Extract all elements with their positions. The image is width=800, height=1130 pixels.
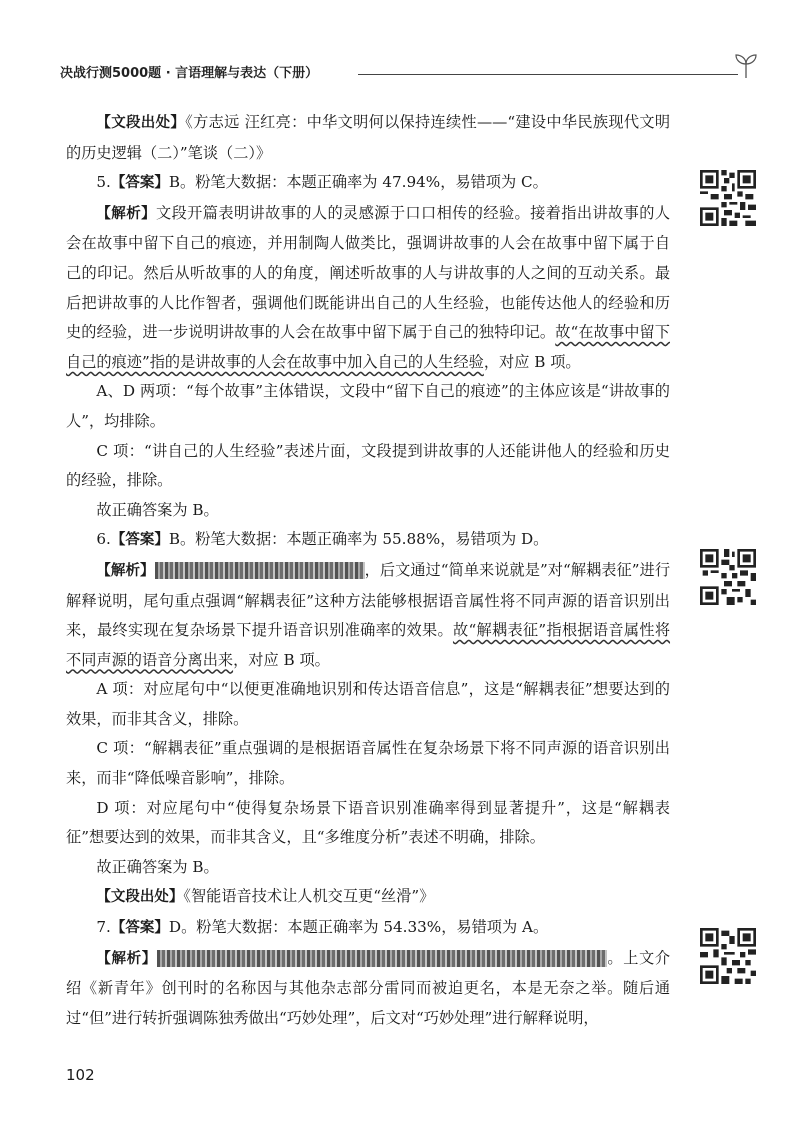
q5-option-c: C 项：“讲自己的人生经验”表述片面，文段提到讲故事的人还能讲他人的经验和历史的经验，排除。 xyxy=(66,441,670,490)
q5-answer: 5.【答案】B。粉笔大数据：本题正确率为 47.94%，易错项为 C。 xyxy=(96,173,548,192)
q6-option-a: A 项：对应尾句中“以便更准确地识别和传达语音信息”，这是“解耦表征”想要达到的效果，而非其含义，排除。 xyxy=(66,680,670,728)
q7-analysis: 【解析】 。上文介绍《新青年》创刊时的名称因与其他杂志部分雷同而被迫更名，本是无奈之举。随后通过“但”进行转折强调陈独秀做出“巧妙处理”，后文对“巧妙处理”进行解释说明， xyxy=(66,948,671,1027)
source-paragraph: 【文段出处】《方志远 汪红亮：中华文明何以保持连续性——“建设中华民族现代文明的历史逻辑（二）”笔谈（二）》 xyxy=(66,113,671,162)
key-sentence: 故“在故事中留下自己的痕迹”指的是讲故事的人会在故事中加入自己的人生经验 xyxy=(66,323,670,371)
q6-answer: 6.【答案】B。粉笔大数据：本题正确率为 55.88%，易错项为 D。 xyxy=(96,530,549,549)
q5-option-ad: A、D 两项：“每个故事”主体错误，文段中“留下自己的痕迹”的主体应该是“讲故事的人”，均排除。 xyxy=(66,382,670,430)
running-header: 决战行测5000题 · 言语理解与表达（下册） xyxy=(60,66,319,81)
q5-final: 故正确答案为 B。 xyxy=(96,500,219,519)
q6-final: 故正确答案为 B。 xyxy=(96,857,219,876)
q6-option-c: C 项：“解耦表征”重点强调的是根据语音属性在复杂场景下将不同声源的语音识别出来，而非“降低噪音影响”，排除。 xyxy=(66,739,670,788)
header-rule xyxy=(358,74,738,75)
q6-analysis: 【解析】 ，后文通过“简单来说就是”对“解耦表征”进行解释说明，尾句重点强调“解耦表征”这种方法能够根据语音属性将不同声源的语音识别出来，最终实现在复杂场景下提升语音识别准确率的效果。故“解耦表征”指根据语音属性将不同声源的语音分离出来，对应 B 项。 xyxy=(66,560,671,669)
source-tag: 【文段出处】 xyxy=(96,115,186,131)
sprout-icon xyxy=(732,52,760,80)
redacted-text xyxy=(155,562,365,579)
q7-answer: 7.【答案】D。粉笔大数据：本题正确率为 54.33%，易错项为 A。 xyxy=(96,918,549,937)
content xyxy=(66,108,670,1033)
qr-code-icon[interactable] xyxy=(700,928,756,984)
redacted-text xyxy=(157,950,607,967)
qr-code-icon[interactable] xyxy=(700,549,756,605)
qr-code-icon[interactable] xyxy=(700,170,756,226)
q6-option-d: D 项：对应尾句中“使得复杂场景下语音识别准确率得到显著提升”，这是“解耦表征”想要达到的效果，而非其含义，且“多维度分析”表述不明确，排除。 xyxy=(66,798,670,847)
key-sentence: 故“解耦表征”指根据语音属性将不同声源的语音分离出来 xyxy=(66,621,671,669)
page-number: 102 xyxy=(66,1066,95,1084)
q6-source: 【文段出处】《智能语音技术让人机交互更“丝滑”》 xyxy=(96,887,435,906)
q5-analysis: 【解析】文段开篇表明讲故事的人的灵感源于口口相传的经验。接着指出讲故事的人会在故事中留下自己的痕迹，并用制陶人做类比，强调讲故事的人会在故事中留下属于自己的印记。然后从听故事的人的角度，阐述听故事的人与讲故事的人之间的互动关系。最后把讲故事的人比作智者，强调他们既能讲出自己的人生经验，也能传达他人的经验和历史的经验，进一步说明讲故事的人会在故事中留下属于自己的独特印记。故“在故事中留下自己的痕迹”指的是讲故事的人会在故事中加入自己的人生经验，对应 B 项。 xyxy=(66,203,671,371)
